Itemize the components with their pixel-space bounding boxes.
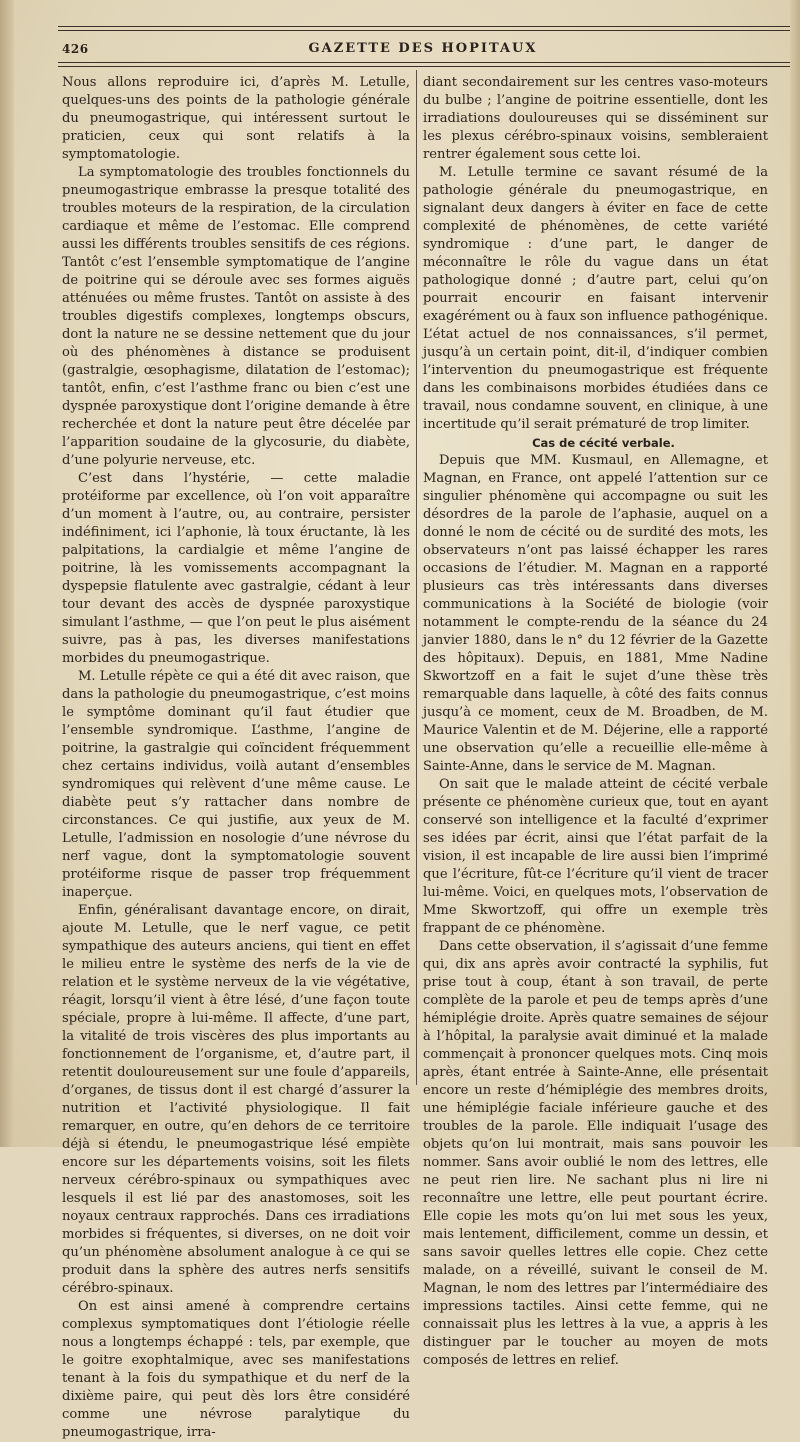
paragraph: M. Letulle répète ce qui a été dit avec raison, que dans la pathologie du pneumogastrique, c’est moins le symptôme dominant qu’il faut étudier que l’ensemble syndromique. L’asthme, l’angine de poitrine, la gastralgie qui coïncident fréquemment chez certains individus, voilà autant d’ensembles syndromiques qui relèvent d’une même cause. Le diabète peut s’y rattacher dans nombre de circonstances. Ce qui justifie, aux yeux de M. Letulle, l’admission en nosologie d’une névrose du nerf vague, dont la symptomatologie souvent protéiforme risque de passer trop fréquemment inaperçue.	[62, 669, 410, 900]
paragraph: Enfin, généralisant davantage encore, on dirait, ajoute M. Letulle, que le nerf vague, ce petit sympathique des auteurs anciens, qui tient en effet le milieu entre le système des nerfs de la vie de relation et le système nerveux de la vie végétative, réagit, lorsqu’il vient à être lésé, d’une façon toute spéciale, propre à lui-même. Il affecte, d’une part, la vitalité de trois viscères des plus importants au fonctionnement de l’organisme, et, d’autre part, il retentit douloureusement sur une foule d’appareils, d’organes, de tissus dont il est chargé d’assurer la nutrition et l’activité physiologique. Il fait remarquer, en outre, qu’en dehors de ce territoire déjà si étendu, le pneumogastrique lésé empiète encore sur les départements voisins, soit les filets nerveux cérébro-spinaux ou sympathiques avec lesquels il est lié par des anastomoses, soit les noyaux centraux rapprochés. Dans ces irradiations morbides si fréquentes, si diverses, on ne doit voir qu’un phénomène absolument analogue à ce qui se produit dans la sphère des autres nerfs sensitifs cérébro-spinaux.	[62, 903, 410, 1296]
left-column	[62, 74, 410, 1442]
paragraph: Dans cette observation, il s’agissait d’une femme qui, dix ans après avoir contracté la syphilis, fut prise tout à coup, étant à son travail, de perte complète de la parole et peu de temps après d’une hémiplégie droite. Après quatre semaines de séjour à l’hôpital, la paralysie avait diminué et la malade commençait à prononcer quelques mots. Cinq mois après, étant entrée à Sainte-Anne, elle présentait encore un reste d’hémiplégie des membres droits, une hémiplégie faciale inférieure gauche et des troubles de la parole. Elle indiquait l’usage des objets qu’on lui montrait, mais sans pouvoir les nommer. Sans avoir oublié le nom des lettres, elle ne peut rien lire. Ne sachant plus ni lire ni reconnaître une lettre, elle peut pourtant écrire. Elle copie les mots qu’on lui met sous les yeux, mais lentement, difficilement, comme un dessin, et sans savoir quelles lettres elle copie. Chez cette malade, on a réveillé, suivant le conseil de M. Magnan, le nom des lettres par l’intermédiaire des impressions tactiles. Ainsi cette femme, qui ne connaissait plus les lettres à la vue, a appris à les distinguer par le toucher au moyen de mots composés de lettres en relief.	[423, 939, 768, 1368]
header-rule-bottom	[58, 62, 790, 63]
header-rule-thick	[58, 26, 790, 27]
paragraph: Depuis que MM. Kusmaul, en Allemagne, et Magnan, en France, ont appelé l’attention sur ce singulier phénomène qui accompagne ou suit les désordres de la parole de l’aphasie, auquel on a donné le nom de cécité ou de surdité des mots, les observateurs n’ont pas laissé échapper les rares occasions de l’étudier. M. Magnan en a rapporté plusieurs cas très intéressants dans diverses communications à la Société de biologie (voir notamment le compte-rendu de la séance du 24 janvier 1880, dans le n° du 12 février de la Gazette des hôpitaux). Depuis, en 1881, Mme Nadine Skwortzoff en a fait le sujet d’une thèse très remarquable dans laquelle, à côté des faits connus jusqu’à ce moment, ceux de M. Broadben, de M. Maurice Valentin et de M. Déjerine, elle a rapporté une observation qu’elle a recueillie elle-même à Sainte-Anne, dans le service de M. Magnan.	[423, 453, 768, 774]
paragraph: C’est dans l’hystérie, — cette maladie protéiforme par excellence, où l’on voit apparaître d’un moment à l’autre, ou, au contraire, persister indéfiniment, ici l’aphonie, là toux éructante, là les palpitations, la cardialgie et même l’angine de poitrine, là les vomissements accompagnant la dyspepsie flatulente avec gastralgie, cédant à leur tour devant des accès de dyspnée paroxystique simulant l’asthme, — que l’on peut le plus aisément suivre, pas à pas, les diverses manifestations morbides du pneumogastrique.	[62, 471, 410, 666]
header-rule-bottom-thin	[58, 66, 790, 67]
paragraph: La symptomatologie des troubles fonctionnels du pneumogastrique embrasse la presque totalité des troubles moteurs de la respiration, de la circulation cardiaque et même de l’estomac. Elle comprend aussi les différents troubles sensitifs de ces régions. Tantôt c’est l’ensemble symptomatique de l’angine de poitrine qui se déroule avec ses formes aiguës atténuées ou même frustes. Tantôt on assiste à des troubles digestifs complexes, longtemps obscurs, dont la nature ne se dessine nettement que du jour où des phénomènes à distance se produisent (gastralgie, œsophagisme, dilatation de l’estomac); tantôt, enfin, c’est l’asthme franc ou bien c’est une dyspnée paroxystique dont l’origine demande à être recherchée et dont la nature peut être décelée par l’apparition soudaine de la glycosurie, du diabète, d’une polyurie nerveuse, etc.	[62, 165, 410, 468]
section-heading: Cas de cécité verbale.	[532, 436, 675, 450]
page-right-edge	[790, 0, 800, 1147]
page-header	[58, 36, 788, 62]
paragraph: M. Letulle termine ce savant résumé de la pathologie générale du pneumogastrique, en signalant deux dangers à éviter en face de cette complexité de phénomènes, de cette variété syndromique : d’une part, le danger de méconnaître le rôle du vague dans un état pathologique donné ; d’autre part, celui qu’on pourrait encourir en faisant intervenir exagérément ou à faux son influence pathogénique. L’état actuel de nos connaissances, s’il permet, jusqu’à un certain point, dit-il, d’indiquer combien l’intervention du pneumogastrique est fréquente dans les combinaisons morbides étudiées dans ce travail, nous condamne souvent, en clinique, à une incertitude qu’il serait prématuré de trop limiter.	[423, 165, 768, 432]
column-divider	[416, 70, 417, 1085]
running-title: GAZETTE DES HOPITAUX	[308, 41, 538, 56]
page-binding-edge	[0, 0, 14, 1147]
paragraph: Nous allons reproduire ici, d’après M. Letulle, quelques-uns des points de la pathologie générale du pneumogastrique, qui intéressent surtout le praticien, ceux qui sont relatifs à la symptomatologie.	[62, 75, 410, 162]
header-rule-thin	[58, 30, 790, 31]
paragraph: On est ainsi amené à comprendre certains complexus symptomatiques dont l’étiologie réelle nous a longtemps échappé : tels, par exemple, que le goitre exophtalmique, avec ses manifestations tenant à la fois du sympathique et du nerf de la dixième paire, qui peut dès lors être considéré comme une névrose paralytique du pneumogastrique, irra-	[62, 1299, 410, 1440]
paragraph: diant secondairement sur les centres vaso-moteurs du bulbe ; l’angine de poitrine essentielle, dont les irradiations douloureuses qui se disséminent sur les plexus cérébro-spinaux voisins, sembleraient rentrer également sous cette loi.	[423, 75, 768, 162]
paragraph: On sait que le malade atteint de cécité verbale présente ce phénomène curieux que, tout en ayant conservé son intelligence et la faculté d’exprimer ses idées par écrit, ainsi que l’état parfait de la vision, il est incapable de lire aussi bien l’imprimé que l’écriture, fût-ce l’écriture qu’il vient de tracer lui-même. Voici, en quelques mots, l’observation de Mme Skwortzoff, qui offre un exemple très frappant de ce phénomène.	[423, 777, 768, 936]
right-column	[423, 74, 768, 1370]
page-number: 426	[62, 42, 89, 56]
